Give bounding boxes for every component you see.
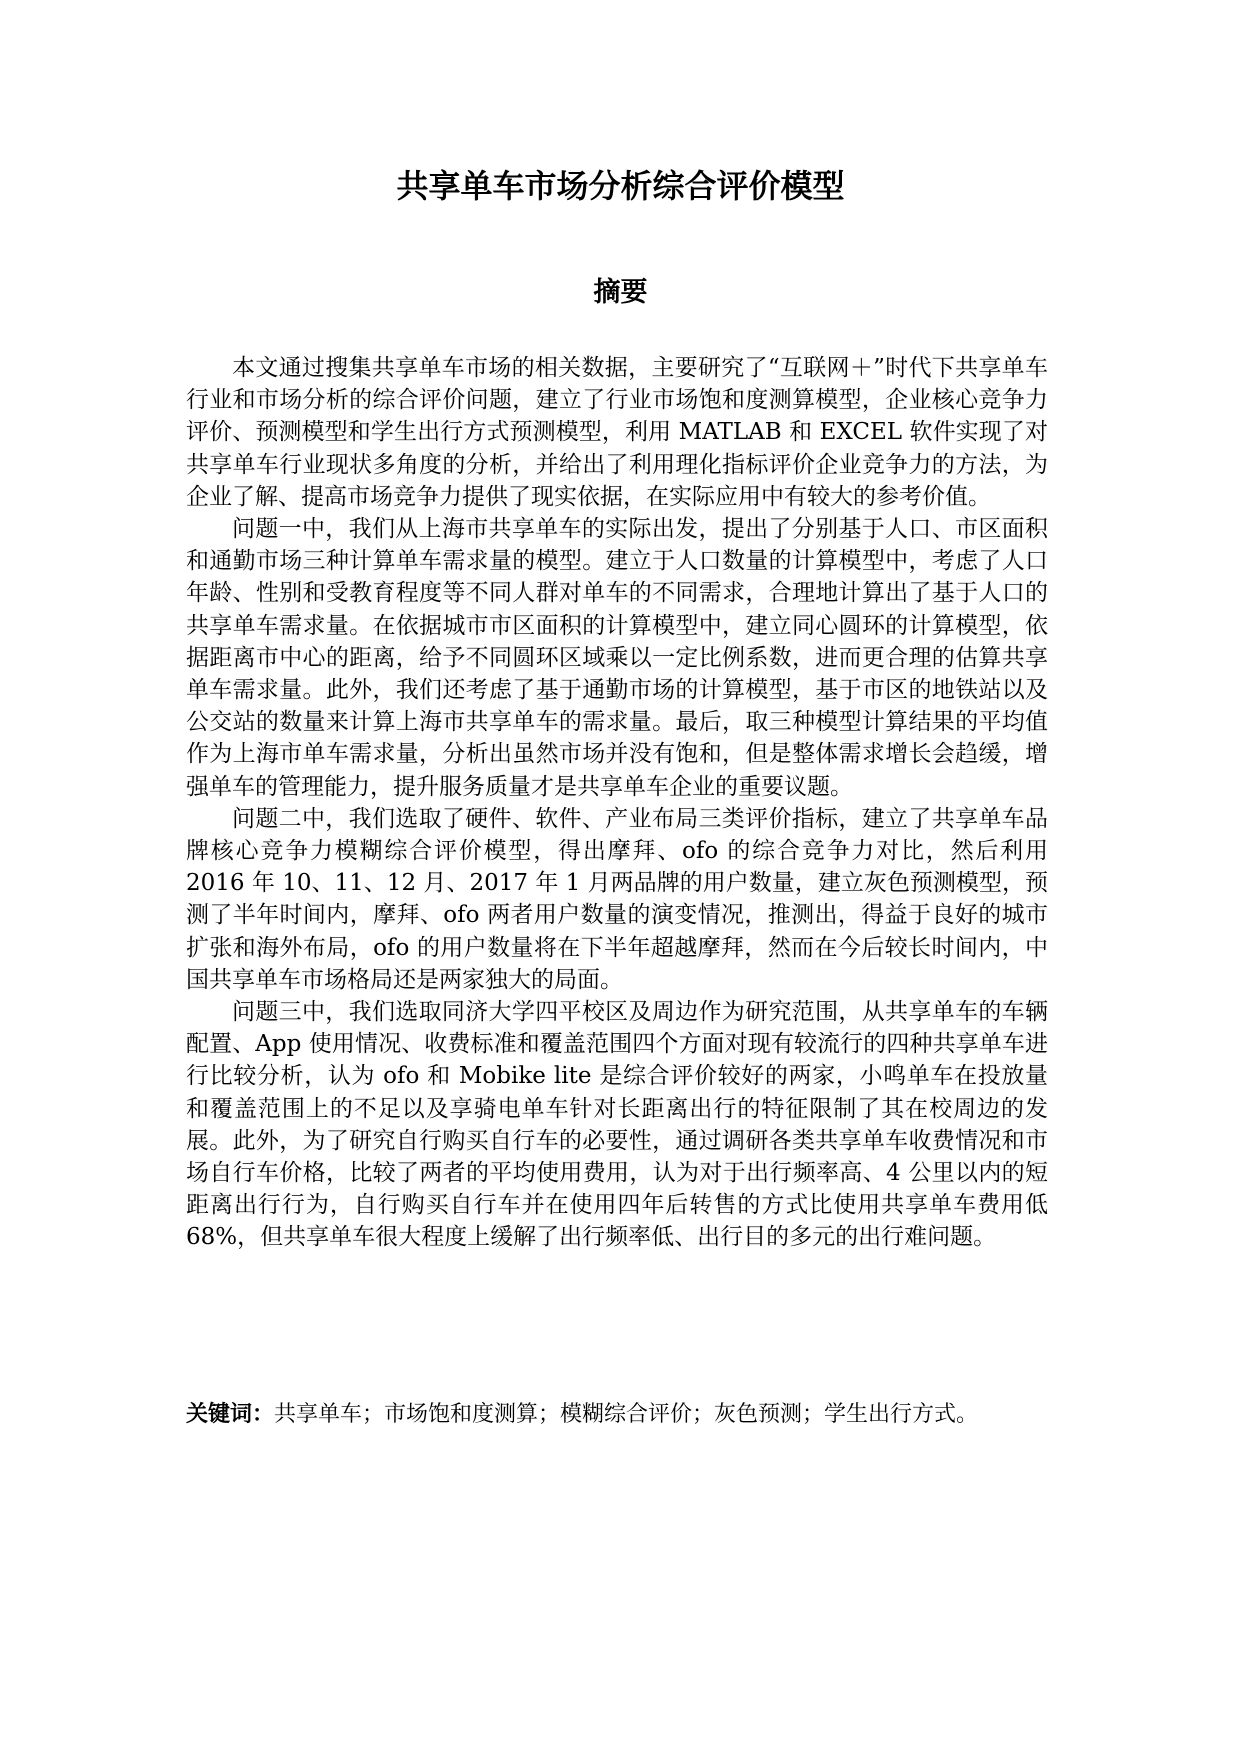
abstract-heading: 摘要 <box>593 277 648 308</box>
abstract-paragraph-problem-3: 问题三中，我们选取同济大学四平校区及周边作为研究范围，从共享单车的车辆配置、App 使用情况、收费标准和覆盖范围四个方面对现有较流行的四种共享单车进行比较分析，认为 ofo 和 Mobike lite 是综合评价较好的两家，小鸣单车在投放量和覆盖范围上的不足以及享骑电单车针对长距离出行的特征限制了其在校周边的发展。此外，为了研究自行购买自行车的必要性，通过调研各类共享单车收费情况和市场自行车价格，比较了两者的平均使用费用，认为对于出行频率高、4 公里以内的短距离出行行为，自行购买自行车并在使用四年后转售的方式比使用共享单车费用低 68%，但共享单车很大程度上缓解了出行频率低、出行目的多元的出行难问题。 <box>186 999 1048 1251</box>
keywords-label: 关键词： <box>186 1402 275 1427</box>
keywords-text: 共享单车；市场饱和度测算；模糊综合评价；灰色预测；学生出行方式。 <box>274 1402 979 1427</box>
keywords-line <box>186 1400 1066 1430</box>
abstract-paragraph-overview: 本文通过搜集共享单车市场的相关数据，主要研究了“互联网＋”时代下共享单车行业和市场分析的综合评价问题，建立了行业市场饱和度测算模型，企业核心竞争力评价、预测模型和学生出行方式预测模型，利用 MATLAB 和 EXCEL 软件实现了对共享单车行业现状多角度的分析，并给出了利用理化指标评价企业竞争力的方法，为企业了解、提高市场竞争力提供了现实依据，在实际应用中有较大的参考价值。 <box>186 355 1048 510</box>
abstract-paragraph-problem-2: 问题二中，我们选取了硬件、软件、产业布局三类评价指标，建立了共享单车品牌核心竞争力模糊综合评价模型，得出摩拜、ofo 的综合竞争力对比，然后利用 2016 年 10、11、12 月、2017 年 1 月两品牌的用户数量，建立灰色预测模型，预测了半年时间内，摩拜、ofo 两者用户数量的演变情况，推测出，得益于良好的城市扩张和海外布局，ofo 的用户数量将在下半年超越摩拜，然而在今后较长时间内，中国共享单车市场格局还是两家独大的局面。 <box>186 805 1048 993</box>
paper-title: 共享单车市场分析综合评价模型 <box>396 167 845 205</box>
abstract-paragraph-problem-1: 问题一中，我们从上海市共享单车的实际出发，提出了分别基于人口、市区面积和通勤市场三种计算单车需求量的模型。建立于人口数量的计算模型中，考虑了人口年龄、性别和受教育程度等不同人群对单车的不同需求，合理地计算出了基于人口的共享单车需求量。在依据城市市区面积的计算模型中，建立同心圆环的计算模型，依据距离市中心的距离，给予不同圆环区域乘以一定比例系数，进而更合理的估算共享单车需求量。此外，我们还考虑了基于通勤市场的计算模型，基于市区的地铁站以及公交站的数量来计算上海市共享单车的需求量。最后，取三种模型计算结果的平均值作为上海市单车需求量，分析出虽然市场并没有饱和，但是整体需求增长会趋缓，增强单车的管理能力，提升服务质量才是共享单车企业的重要议题。 <box>186 516 1048 800</box>
abstract-body <box>186 352 1048 1254</box>
